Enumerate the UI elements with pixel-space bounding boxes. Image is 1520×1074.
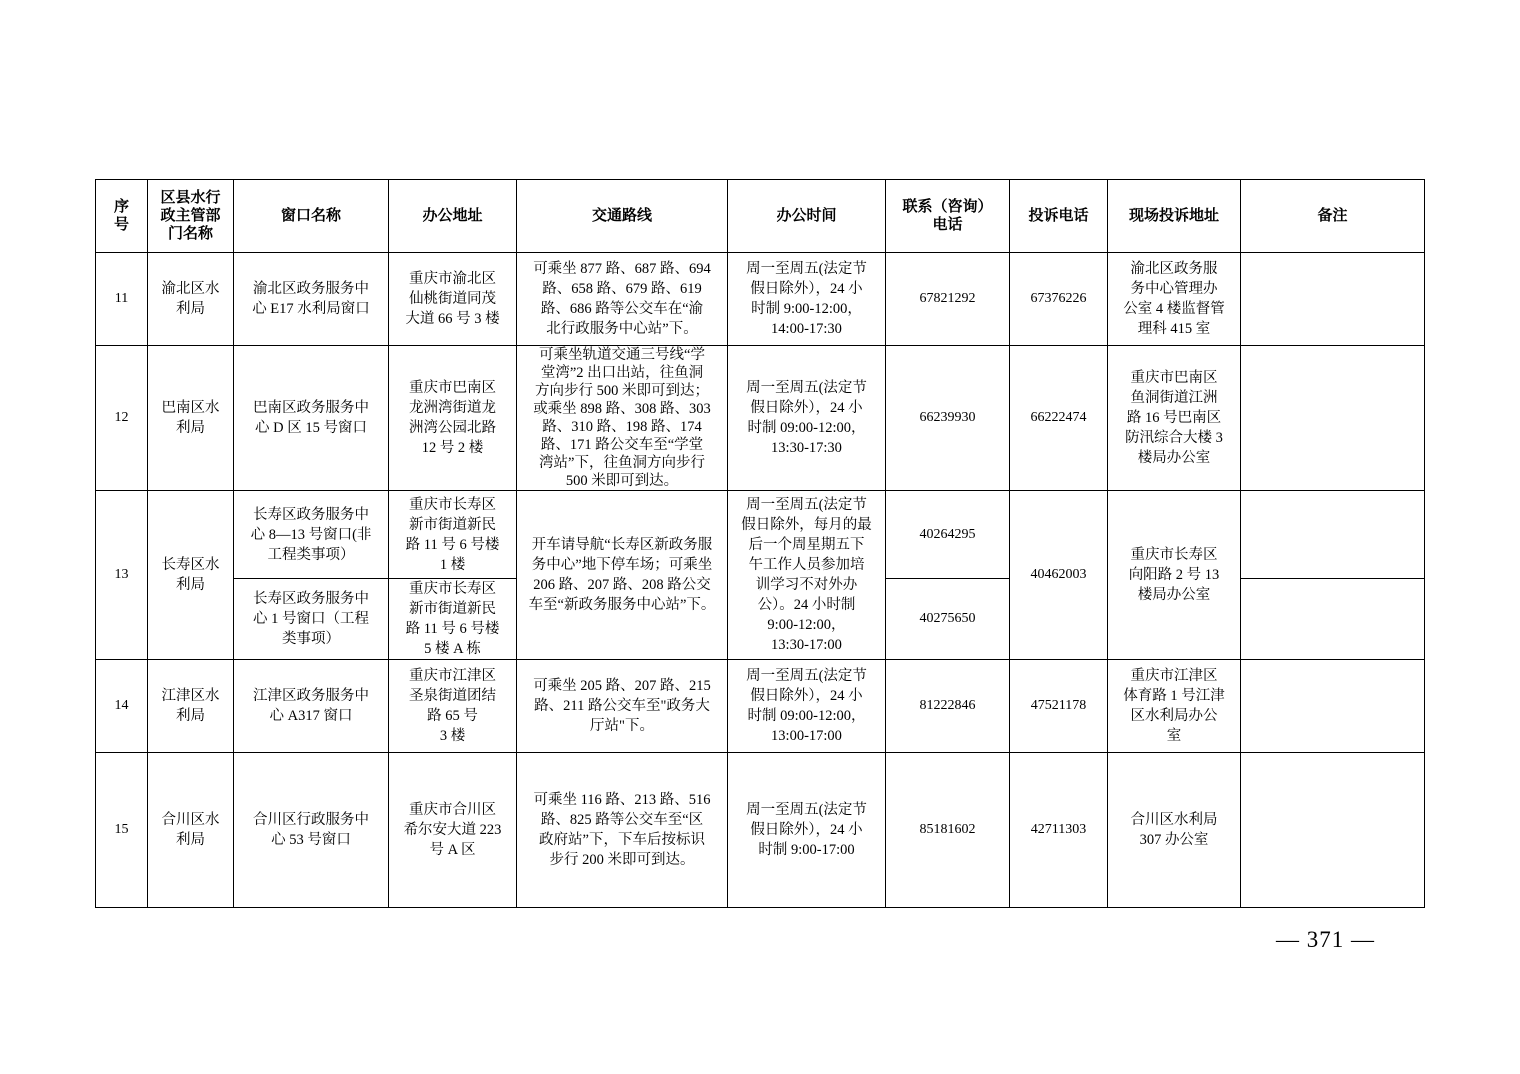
table-row (96, 753, 1425, 908)
header-remarks: 备注 (1241, 180, 1425, 253)
row-complaint-phone: 42711303 (1010, 753, 1108, 908)
header-row (96, 180, 1425, 253)
row-seq: 13 (96, 491, 148, 660)
table-row (96, 660, 1425, 753)
row-dept: 江津区水 利局 (148, 660, 234, 753)
row-hours: 周一至周五(法定节 假日除外，每月的最 后一个周星期五下 午工作人员参加培 训学习不对外办 公）。24 小时制 9:00-12:00， 13:30-17:00 (728, 491, 886, 660)
row-window: 渝北区政务服务中 心 E17 水利局窗口 (234, 253, 389, 346)
table-row (96, 346, 1425, 491)
row-address: 重庆市江津区 圣泉街道团结 路 65 号 3 楼 (389, 660, 517, 753)
row-seq: 11 (96, 253, 148, 346)
row-transport: 可乘坐 877 路、687 路、694 路、658 路、679 路、619 路、686 路等公交车在“渝 北行政服务中心站”下。 (517, 253, 728, 346)
header-dept: 区县水行 政主管部 门名称 (148, 180, 234, 253)
row-address: 重庆市合川区 希尔安大道 223 号 A 区 (389, 753, 517, 908)
page-number: — 371 — (1276, 927, 1375, 952)
row-remarks (1241, 753, 1425, 908)
header-contact: 联系（咨询） 电话 (886, 180, 1010, 253)
row-hours: 周一至周五(法定节 假日除外），24 小 时制 9:00-17:00 (728, 753, 886, 908)
row-contact: 66239930 (886, 346, 1010, 491)
row-transport: 可乘坐 205 路、207 路、215 路、211 路公交车至"政务大 厅站"下。 (517, 660, 728, 753)
header-window: 窗口名称 (234, 180, 389, 253)
header-complaint-address: 现场投诉地址 (1108, 180, 1241, 253)
row-remarks (1241, 579, 1425, 660)
table-row (96, 491, 1425, 579)
row-transport: 可乘坐 116 路、213 路、516 路、825 路等公交车至“区 政府站”下，下车后按标识 步行 200 米即可到达。 (517, 753, 728, 908)
row-complaint-phone: 67376226 (1010, 253, 1108, 346)
row-complaint-phone: 47521178 (1010, 660, 1108, 753)
row-seq: 14 (96, 660, 148, 753)
row-complaint-phone: 66222474 (1010, 346, 1108, 491)
row-hours: 周一至周五(法定节 假日除外），24 小 时制 9:00-12:00， 14:00-17:30 (728, 253, 886, 346)
header-transport: 交通路线 (517, 180, 728, 253)
row-contact: 81222846 (886, 660, 1010, 753)
row-transport: 开车请导航“长寿区新政务服 务中心”地下停车场；可乘坐 206 路、207 路、208 路公交 车至“新政务服务中心站”下。 (517, 491, 728, 660)
table-row (96, 253, 1425, 346)
header-hours: 办公时间 (728, 180, 886, 253)
service-window-table (95, 179, 1425, 908)
row-contact: 85181602 (886, 753, 1010, 908)
row-hours: 周一至周五(法定节 假日除外），24 小 时制 09:00-12:00， 13:00-17:00 (728, 660, 886, 753)
row-dept: 合川区水 利局 (148, 753, 234, 908)
row-dept: 渝北区水 利局 (148, 253, 234, 346)
row-dept: 长寿区水 利局 (148, 491, 234, 660)
row-contact: 40275650 (886, 579, 1010, 660)
row-contact: 67821292 (886, 253, 1010, 346)
row-remarks (1241, 660, 1425, 753)
row-address: 重庆市长寿区 新市街道新民 路 11 号 6 号楼 5 楼 A 栋 (389, 579, 517, 660)
row-window: 巴南区政务服务中 心 D 区 15 号窗口 (234, 346, 389, 491)
row-address: 重庆市巴南区 龙洲湾街道龙 洲湾公园北路 12 号 2 楼 (389, 346, 517, 491)
row-complaint-address: 重庆市巴南区 鱼洞街道江洲 路 16 号巴南区 防汛综合大楼 3 楼局办公室 (1108, 346, 1241, 491)
header-seq: 序 号 (96, 180, 148, 253)
row-hours: 周一至周五(法定节 假日除外），24 小 时制 09:00-12:00， 13:30-17:30 (728, 346, 886, 491)
row-remarks (1241, 346, 1425, 491)
row-complaint-phone: 40462003 (1010, 491, 1108, 660)
row-window: 长寿区政务服务中 心 1 号窗口（工程 类事项） (234, 579, 389, 660)
header-complaint-phone: 投诉电话 (1010, 180, 1108, 253)
row-window: 合川区行政服务中 心 53 号窗口 (234, 753, 389, 908)
row-complaint-address: 渝北区政务服 务中心管理办 公室 4 楼监督管 理科 415 室 (1108, 253, 1241, 346)
row-complaint-address: 重庆市长寿区 向阳路 2 号 13 楼局办公室 (1108, 491, 1241, 660)
row-address: 重庆市渝北区 仙桃街道同茂 大道 66 号 3 楼 (389, 253, 517, 346)
row-address: 重庆市长寿区 新市街道新民 路 11 号 6 号楼 1 楼 (389, 491, 517, 579)
header-address: 办公地址 (389, 180, 517, 253)
row-dept: 巴南区水 利局 (148, 346, 234, 491)
row-complaint-address: 合川区水利局 307 办公室 (1108, 753, 1241, 908)
row-complaint-address: 重庆市江津区 体育路 1 号江津 区水利局办公 室 (1108, 660, 1241, 753)
row-seq: 12 (96, 346, 148, 491)
row-contact: 40264295 (886, 491, 1010, 579)
row-window: 江津区政务服务中 心 A317 窗口 (234, 660, 389, 753)
row-remarks (1241, 491, 1425, 579)
row-seq: 15 (96, 753, 148, 908)
row-transport: 可乘坐轨道交通三号线“学 堂湾”2 出口出站，往鱼洞 方向步行 500 米即可到达； 或乘坐 898 路、308 路、303 路、310 路、198 路、174 路、171 路公交车至“学堂 湾站”下，往鱼洞方向步行 500 米即可到达。 (517, 346, 728, 491)
row-window: 长寿区政务服务中 心 8—13 号窗口(非 工程类事项） (234, 491, 389, 579)
row-remarks (1241, 253, 1425, 346)
